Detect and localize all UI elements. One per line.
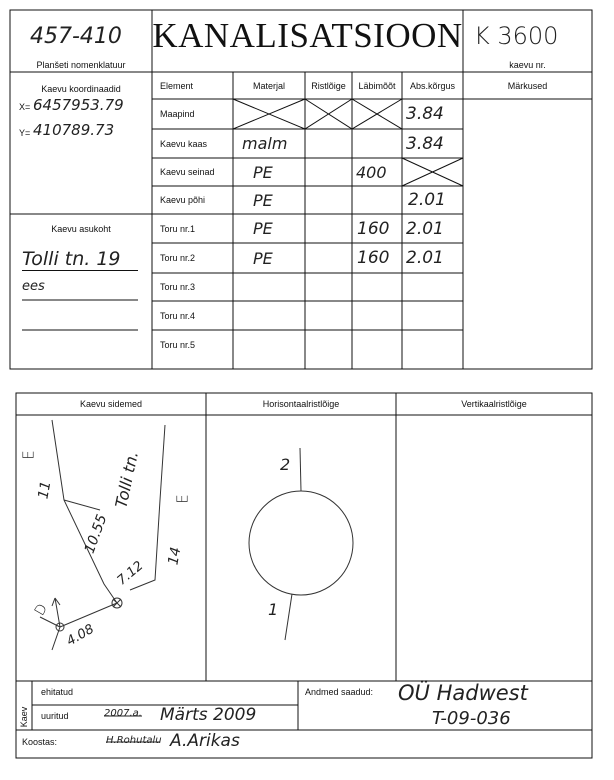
sheet-label: Planšeti nomenklatuur: [36, 60, 126, 70]
sketch-e-left: E: [19, 450, 38, 460]
sketch-node-d: D: [31, 601, 52, 619]
y-coordinate: 410789.73: [33, 121, 115, 139]
sketch-dim-b: 10.55: [81, 512, 111, 556]
row-element: Maapind: [160, 109, 195, 119]
sketch-col-horizontal: Horisontaalristlõige: [262, 399, 340, 409]
kaev-side-label: Kaev: [19, 706, 29, 728]
row-element: Kaevu põhi: [160, 195, 206, 205]
well-label: kaevu nr.: [509, 60, 546, 70]
data-source-code: T-09-036: [432, 708, 511, 729]
x-coordinate: 6457953.79: [33, 96, 124, 114]
coordinates-label: Kaevu koordinaadid: [41, 84, 121, 94]
sketch-col-connections: Kaevu sidemed: [79, 399, 143, 409]
sheet-number: 457-410: [30, 24, 122, 49]
sketch-dim-d: 7.12: [114, 558, 147, 589]
compiled-label: Koostas:: [22, 737, 58, 747]
sketch-dim-e: 4.08: [64, 621, 97, 650]
row-height: 3.84: [406, 133, 444, 154]
row-material: PE: [253, 219, 273, 238]
built-label: ehitatud: [41, 687, 74, 697]
form-title: KANALISATSIOON: [152, 16, 463, 55]
row-material: malm: [242, 134, 288, 153]
well-number: K 3600: [474, 22, 559, 50]
col-element: Element: [160, 80, 194, 91]
row-diameter: 160: [357, 218, 390, 239]
compiled-struck-name: H.Rohutalu: [106, 735, 162, 746]
row-element: Toru nr.2: [160, 253, 196, 263]
sketch-e-right: E: [173, 494, 192, 504]
col-cross-section: Ristlõige: [311, 80, 346, 91]
sketch-col-vertical: Vertikaalristlõige: [461, 399, 527, 409]
location-label: Kaevu asukoht: [51, 224, 111, 234]
pipe-2-label: 2: [280, 455, 291, 474]
row-material: PE: [253, 162, 273, 182]
surveyed-label: uuritud: [41, 711, 69, 721]
row-material: PE: [253, 248, 273, 268]
row-height: 2.01: [406, 218, 444, 239]
location-line2: ees: [22, 279, 45, 294]
data-source-label: Andmed saadud:: [305, 687, 374, 697]
sketch-dim-c: 14: [165, 545, 185, 567]
row-diameter: 400: [356, 162, 387, 182]
surveyed-date: Märts 2009: [160, 705, 257, 725]
row-height: 3.84: [406, 104, 444, 124]
pipe-1-label: 1: [268, 600, 279, 619]
sketch-street: Tolli tn.: [111, 449, 143, 510]
col-diameter: Läbimõõt: [358, 80, 396, 91]
row-height: 2.01: [408, 190, 446, 210]
location-line1: Tolli tn. 19: [22, 248, 138, 271]
sketch-dim-a: 11: [35, 479, 55, 501]
row-height: 2.01: [406, 248, 444, 268]
horizontal-section: [249, 448, 353, 640]
y-prefix: Y=: [19, 128, 31, 138]
row-element: Toru nr.5: [160, 340, 196, 350]
surveyed-struck-date: 2007.a.: [104, 708, 142, 719]
col-abs-height: Abs.kõrgus: [409, 80, 456, 91]
row-material: PE: [253, 190, 273, 210]
row-element: Toru nr.1: [160, 223, 196, 234]
compiled-name: A.Arikas: [170, 731, 240, 751]
col-material: Materjal: [252, 80, 285, 91]
data-source-company: OÜ Hadwest: [398, 681, 528, 705]
row-element: Toru nr.4: [160, 310, 196, 321]
row-element: Kaevu kaas: [160, 138, 208, 149]
col-notes: Märkused: [507, 80, 548, 91]
row-element: Kaevu seinad: [160, 167, 215, 177]
row-element: Toru nr.3: [160, 282, 196, 292]
row-diameter: 160: [357, 248, 390, 268]
x-prefix: X=: [19, 102, 31, 112]
